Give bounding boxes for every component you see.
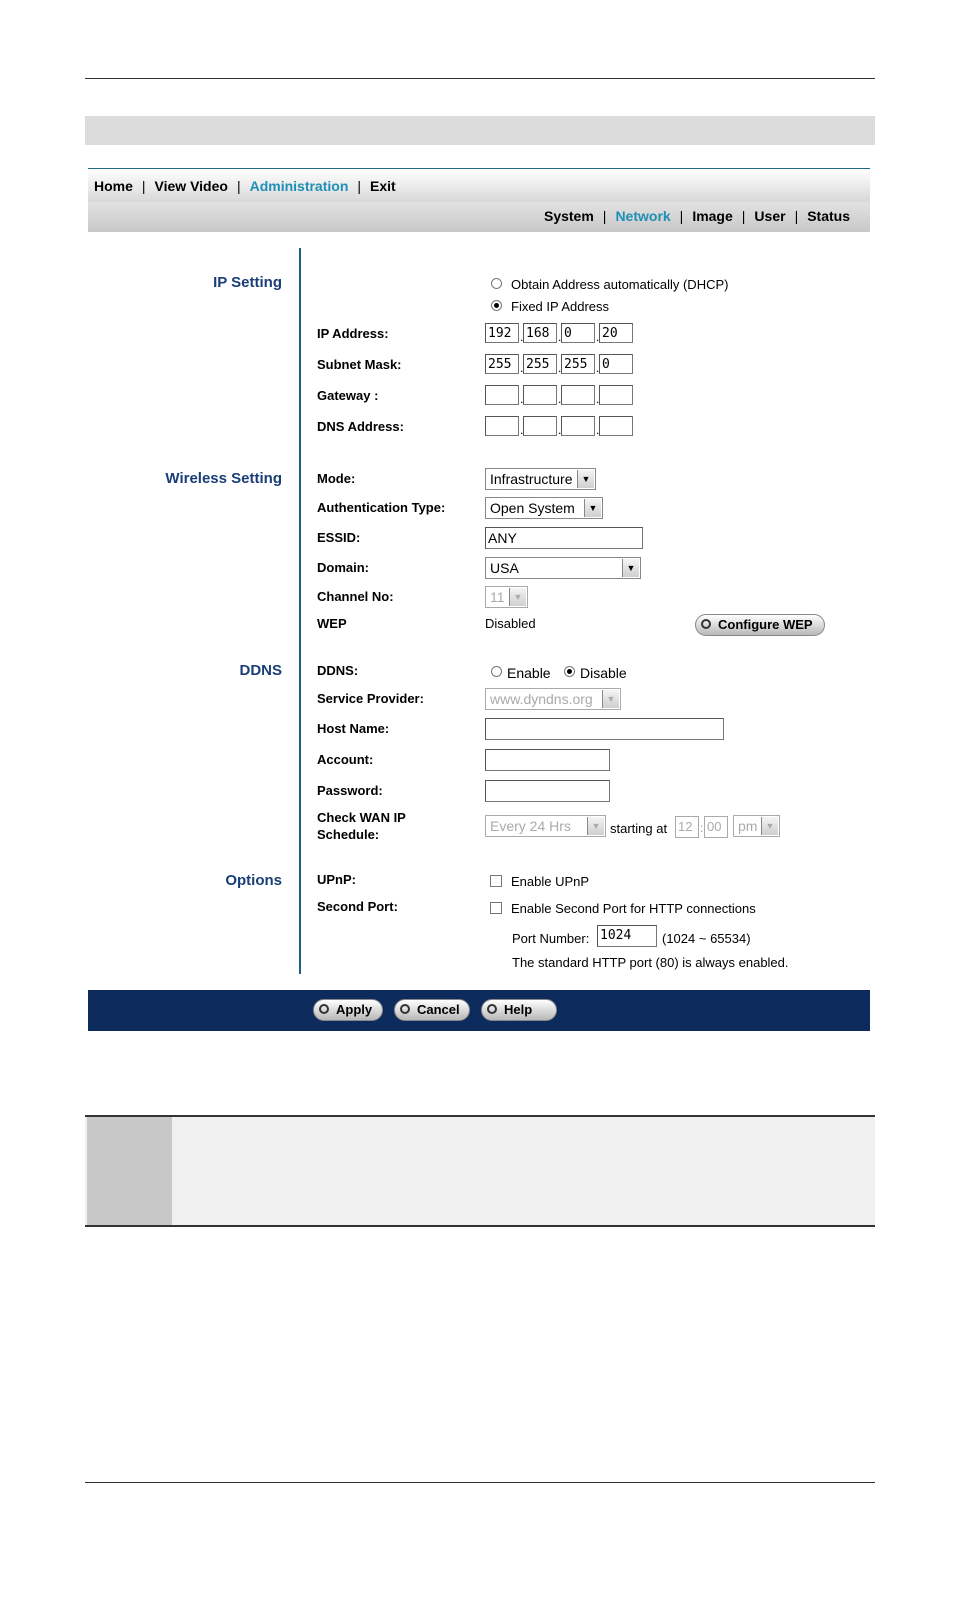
service-provider-value: www.dyndns.org [490, 691, 593, 707]
sub-nav [88, 202, 870, 232]
wep-status: Disabled [485, 616, 536, 631]
dot-separator: . [596, 361, 600, 375]
dot-separator: . [596, 330, 600, 344]
port-range-hint: (1024 ~ 65534) [662, 931, 751, 946]
nav-separator: | [741, 208, 746, 224]
configure-wep-button[interactable] [695, 614, 825, 636]
subnav-image[interactable]: Image [692, 208, 733, 224]
dns-octet-2[interactable] [523, 416, 557, 436]
nav-separator: | [679, 208, 684, 224]
second-port-label: Second Port: [317, 899, 398, 914]
subnet-octet-4[interactable]: 0 [599, 354, 633, 374]
section-wireless-setting: Wireless Setting [165, 470, 282, 487]
gateway-octet-4[interactable] [599, 385, 633, 405]
dot-separator: . [558, 423, 562, 437]
http-port-note: The standard HTTP port (80) is always enabled. [512, 955, 789, 970]
circle-icon [701, 619, 711, 629]
host-name-label: Host Name: [317, 721, 390, 736]
upnp-checkbox[interactable] [490, 875, 502, 887]
cancel-button[interactable] [394, 999, 470, 1021]
dot-separator: . [520, 361, 524, 375]
host-name-input[interactable] [485, 718, 724, 740]
password-input[interactable] [485, 780, 610, 802]
ip-address-label: IP Address: [317, 326, 389, 341]
mode-value: Infrastructure [490, 471, 573, 487]
nav-separator: | [794, 208, 799, 224]
cancel-label: Cancel [417, 1002, 460, 1017]
minute-input[interactable]: 00 [704, 816, 728, 838]
hour-input[interactable]: 12 [675, 816, 699, 838]
chevron-down-icon: ▼ [577, 470, 594, 488]
auth-type-label: Authentication Type: [317, 500, 446, 515]
dns-octet-1[interactable] [485, 416, 519, 436]
schedule-label-line1: Check WAN IP [317, 810, 406, 825]
domain-label: Domain: [317, 560, 369, 575]
ddns-enable-radio[interactable] [491, 666, 502, 677]
subnet-octet-1[interactable]: 255 [485, 354, 519, 374]
nav-view-video[interactable]: View Video [154, 178, 228, 194]
subnet-mask-label: Subnet Mask: [317, 357, 402, 372]
section-ip-setting: IP Setting [213, 274, 282, 291]
dns-octet-4[interactable] [599, 416, 633, 436]
ddns-disable-label: Disable [580, 665, 627, 681]
service-provider-select[interactable] [485, 688, 621, 710]
dot-separator: . [558, 330, 562, 344]
nav-home[interactable]: Home [94, 178, 133, 194]
nav-separator: | [141, 178, 146, 194]
dot-separator: . [558, 361, 562, 375]
dot-separator: . [596, 423, 600, 437]
service-provider-label: Service Provider: [317, 691, 424, 706]
nav-separator: | [602, 208, 607, 224]
nav-exit[interactable]: Exit [370, 178, 396, 194]
chevron-down-icon: ▼ [509, 588, 526, 606]
ip-octet-3[interactable]: 0 [561, 323, 595, 343]
ip-octet-4[interactable]: 20 [599, 323, 633, 343]
domain-value: USA [490, 560, 519, 576]
note-box [85, 1115, 875, 1227]
upnp-label: UPnP: [317, 872, 356, 887]
chevron-down-icon: ▼ [584, 499, 601, 517]
port-number-label: Port Number: [512, 931, 590, 946]
account-label: Account: [317, 752, 374, 767]
chevron-down-icon: ▼ [602, 690, 619, 708]
upnp-text: Enable UPnP [511, 874, 590, 889]
password-label: Password: [317, 783, 383, 798]
apply-button[interactable] [313, 999, 383, 1021]
help-button[interactable] [481, 999, 557, 1021]
subnet-octet-3[interactable]: 255 [561, 354, 595, 374]
footer-rule [85, 1482, 875, 1483]
gateway-octet-1[interactable] [485, 385, 519, 405]
dns-address-label: DNS Address: [317, 419, 404, 434]
channel-label: Channel No: [317, 589, 394, 604]
mode-label: Mode: [317, 471, 356, 486]
auth-type-value: Open System [490, 500, 575, 516]
section-divider [299, 248, 301, 974]
dot-separator: . [520, 330, 524, 344]
gateway-octet-2[interactable] [523, 385, 557, 405]
dot-separator: . [520, 423, 524, 437]
title-bar [85, 116, 875, 145]
note-box-sidebar [87, 1117, 172, 1225]
second-port-text: Enable Second Port for HTTP connections [511, 901, 756, 916]
ampm-value: pm [738, 818, 758, 834]
subnav-system[interactable]: System [543, 208, 594, 224]
schedule-value: Every 24 Hrs [490, 818, 571, 834]
dns-octet-3[interactable] [561, 416, 595, 436]
gateway-octet-3[interactable] [561, 385, 595, 405]
gateway-label: Gateway : [317, 388, 379, 403]
channel-value: 11 [490, 589, 505, 605]
wep-label: WEP [317, 616, 347, 631]
mode-select[interactable] [485, 468, 596, 490]
dhcp-radio[interactable] [491, 278, 502, 289]
section-options: Options [225, 872, 282, 889]
ddns-disable-radio[interactable] [564, 666, 575, 677]
circle-icon [487, 1004, 497, 1014]
chevron-down-icon: ▼ [761, 817, 778, 835]
port-number-input[interactable]: 1024 [597, 925, 657, 947]
configure-wep-label: Configure WEP [718, 617, 813, 632]
section-ddns: DDNS [239, 662, 282, 679]
subnet-octet-2[interactable]: 255 [523, 354, 557, 374]
schedule-label-line2: Schedule: [317, 827, 380, 842]
help-label: Help [504, 1002, 533, 1017]
dot-separator: . [596, 392, 600, 406]
ampm-select[interactable] [733, 815, 780, 837]
ddns-label: DDNS: [317, 663, 359, 678]
header-rule [85, 78, 875, 79]
essid-label: ESSID: [317, 530, 361, 545]
second-port-checkbox[interactable] [490, 902, 502, 914]
schedule-select[interactable] [485, 815, 606, 837]
dot-separator: . [520, 392, 524, 406]
chevron-down-icon: ▼ [587, 817, 604, 835]
nav-separator: | [236, 178, 241, 194]
subnav-status[interactable]: Status [807, 208, 850, 224]
dot-separator: . [558, 392, 562, 406]
account-input[interactable] [485, 749, 610, 771]
subnav-user[interactable]: User [754, 208, 786, 224]
fixed-ip-radio[interactable] [491, 300, 502, 311]
starting-at-label: starting at [610, 821, 668, 836]
ip-octet-2[interactable]: 168 [523, 323, 557, 343]
main-nav [88, 168, 870, 203]
time-separator: : [700, 821, 704, 835]
ddns-enable-label: Enable [507, 665, 551, 681]
action-bar [88, 990, 870, 1031]
ip-octet-1[interactable]: 192 [485, 323, 519, 343]
apply-label: Apply [336, 1002, 373, 1017]
auth-type-select[interactable] [485, 497, 603, 519]
fixed-ip-label: Fixed IP Address [511, 299, 610, 314]
nav-administration[interactable]: Administration [249, 178, 349, 194]
channel-select[interactable] [485, 586, 528, 608]
circle-icon [319, 1004, 329, 1014]
nav-separator: | [357, 178, 362, 194]
domain-select[interactable] [485, 557, 641, 579]
subnav-network[interactable]: Network [615, 208, 671, 224]
essid-input[interactable]: ANY [485, 527, 643, 549]
dhcp-label: Obtain Address automatically (DHCP) [511, 277, 729, 292]
chevron-down-icon: ▼ [622, 559, 639, 577]
circle-icon [400, 1004, 410, 1014]
